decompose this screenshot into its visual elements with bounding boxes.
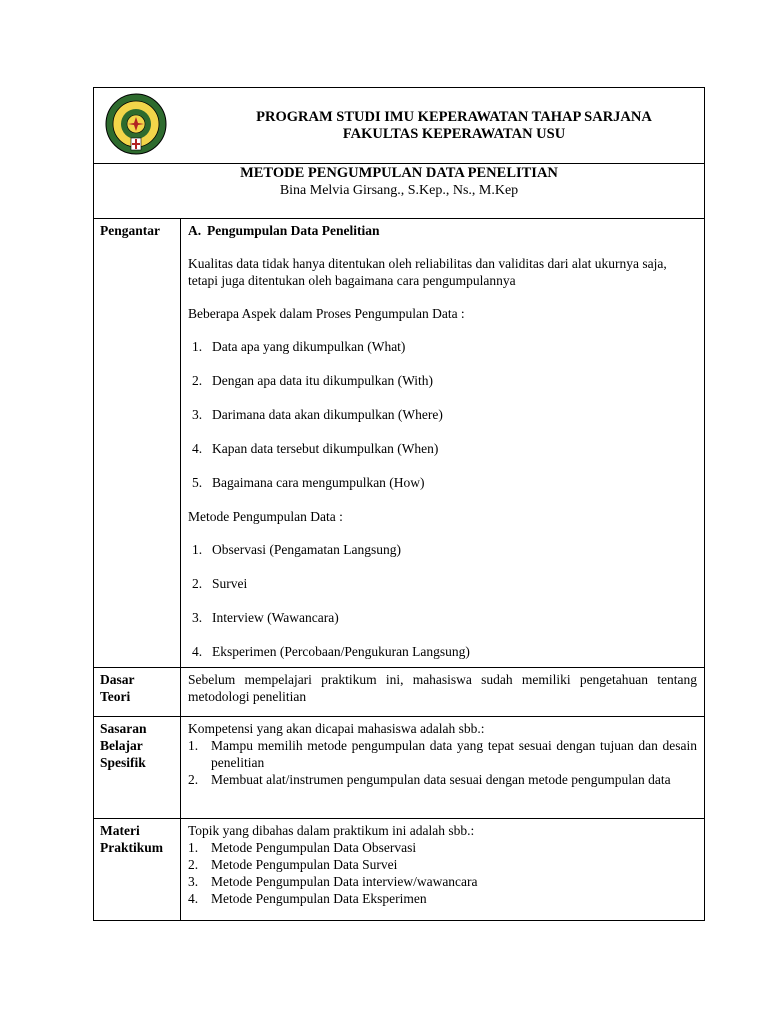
header-cell [94,88,705,164]
header-title [204,109,704,143]
title-row [94,164,705,219]
section-title: Pengumpulan Data Penelitian [207,223,380,238]
dasar-teori-label: Dasar Teori [94,668,181,717]
faculty-logo [104,92,168,156]
list-item: 1. Metode Pengumpulan Data Observasi [188,840,417,855]
list-item: 4. Eksperimen (Percobaan/Pengukuran Langsung) [192,644,470,659]
section-number: A. [188,223,202,238]
list-item: 3. Darimana data akan dikumpulkan (Where) [192,407,443,422]
program-name: PROGRAM STUDI IMU KEPERAWATAN TAHAP SARJANA [256,109,652,125]
sasaran-content [181,717,705,819]
methods-title: Metode Pengumpulan Data : [188,509,343,524]
dasar-teori-row [94,668,705,717]
materi-label: Materi Praktikum [94,819,181,921]
list-item: 1. Data apa yang dikumpulkan (What) [192,339,406,354]
faculty-name: FAKULTAS KEPERAWATAN USU [342,126,566,142]
document-title: METODE PENGUMPULAN DATA PENELITIAN [240,165,558,181]
list-item: 2. Membuat alat/instrumen pengumpulan data sesuai dengan metode pengumpulan data [188,772,671,787]
materi-content [181,819,705,921]
pengantar-label: Pengantar [94,219,181,668]
list-item: 3. Metode Pengumpulan Data interview/wawancara [188,874,478,889]
dasar-teori-content [181,668,705,717]
list-item: 2. Metode Pengumpulan Data Survei [188,857,398,872]
module-table [93,87,705,921]
pengantar-row [94,219,705,668]
intro-paragraph: Kualitas data tidak hanya ditentukan oleh reliabilitas dan validitas dari alat ukurnya saja, tetapi juga ditentukan oleh bagaimana cara pengumpulannya [188,256,667,288]
title-cell [94,164,705,219]
list-item: 5. Bagaimana cara mengumpulkan (How) [192,475,425,490]
list-item: 1. Observasi (Pengamatan Langsung) [192,542,401,557]
header-row [94,88,705,164]
materi-intro: Topik yang dibahas dalam praktikum ini adalah sbb.: [188,823,475,838]
sasaran-row [94,717,705,819]
list-item: 2. Dengan apa data itu dikumpulkan (With) [192,373,434,388]
list-item: 1. Mampu memilih metode pengumpulan data yang tepat sesuai dengan tujuan dan desain penelitian [188,738,697,770]
materi-row [94,819,705,921]
dasar-teori-text: Sebelum mempelajari praktikum ini, mahasiswa sudah memiliki pengetahuan tentang metodologi penelitian [188,672,697,704]
sasaran-label: Sasaran Belajar Spesifik [94,717,181,819]
document-sheet [93,87,704,921]
author-name: Bina Melvia Girsang., S.Kep., Ns., M.Kep [279,183,519,198]
list-item: 4. Kapan data tersebut dikumpulkan (When) [192,441,439,456]
aspects-list [188,338,697,491]
methods-list [188,541,697,660]
sasaran-list [188,737,697,788]
list-item: 4. Metode Pengumpulan Data Eksperimen [188,891,427,906]
materi-list [188,839,697,907]
pengantar-content [181,219,705,668]
aspects-title: Beberapa Aspek dalam Proses Pengumpulan Data : [188,306,465,321]
sasaran-intro: Kompetensi yang akan dicapai mahasiswa adalah sbb.: [188,721,485,736]
section-heading [188,222,697,239]
list-item: 2. Survei [192,576,248,591]
list-item: 3. Interview (Wawancara) [192,610,339,625]
